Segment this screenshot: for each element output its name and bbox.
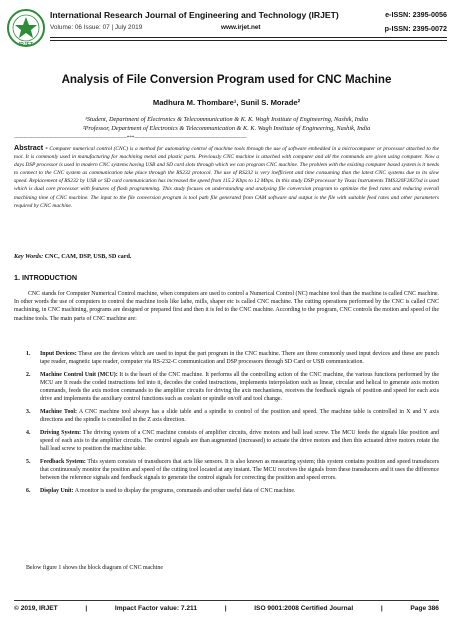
list-item [26,408,439,424]
separator: ---------------------------------------------------------------------***--------------------------------------------------------------------- [14,135,247,141]
item-term: Machine Tool: [40,409,77,415]
item-text: This system consists of transducers that acts like sensors. It is also known as measuring system; this system contains position and speed transducers that continuously monitor the position and speed of the cutting tool located at any instant. The MCU receives the signals from these transducers and it uses the difference between the reference signals and feedback signals to generate the control signals for correcting the position and speed errors. [40,458,440,482]
footer-copyright: © 2019, IRJET [14,605,58,612]
section-heading: 1. INTRODUCTION [14,273,78,282]
e-issn: e-ISSN: 2395-0056 [385,10,447,19]
item-number: 6. [26,487,31,494]
figure-reference: Below figure 1 shows the block diagram of CNC machine [26,565,163,571]
item-term: Feedback System: [40,458,86,465]
list-item [26,350,439,366]
item-text: It is the heart of the CNC machine. It performs all the controlling action of the CNC machine, the various functions performed by the MCU are It reads the coded instructions fed into it, decodes the coded instructions, implements interpolation such as linear, circular and helical to generate axis motion commands, feeds the axis motion commands to the amplifier circuits for driving the axis mechanisms, receives the feedback signals of position and speed for each axis drive and implements the auxiliary control functions such as coolant or spindle on/off and tool change. [40,371,440,403]
irjet-logo [6,8,46,48]
p-issn: p-ISSN: 2395-0072 [384,24,447,33]
list-item [26,458,439,483]
item-term: Display Unit: [40,487,74,494]
footer-iso: ISO 9001:2008 Certified Journal [254,605,354,612]
header-rule-thin [50,40,447,41]
footer-rule [14,600,439,601]
footer-separator: | [224,605,227,612]
item-number: 1. [26,351,31,357]
item-number: 5. [26,458,31,465]
abstract-text: Computer numerical control (CNC) is a method for automating control of machine tools through the use of software embedded in a microcomputer or processor attached to the tool. It is commonly used in manufacturing for machining metal and plastic parts. Previously CNC machine is attached with computer and all the commands are given using computer. Now a days DSP processor is used in modern CNC systems having USB and SD card slots through which we can program CNC machine. The problem with the existing computer based system is it needs to connect to the CNC system as communication take place through the RS232 protocol. The use of RS232 is very inefficient and time consuming than the latest CNC systems due to its slow speed. Replacement of RS232 by USB or SD card communication has increased the speed from 115.2 Kbps to 12 Mbps. In this study DSP processor by Texas Instruments TMS320F2837xd is used which is dual core processor with features of flash programming. This study focuses on understanding and analysing file conversion program to optimize the feed rates and reducing overall machining time of CNC machine. The input to the file conversion program is tool path file generated from CAM software and output is the file with suitable feed rates and other parameters required by CNC machine. [14,146,439,209]
list-item [26,371,439,404]
journal-title: International Research Journal of Engineering and Technology (IRJET) [50,10,339,20]
keywords-label: Key Words: [14,253,44,260]
item-term: Machine Control Unit (MCU): [40,371,118,378]
item-term: Input Devices: [40,351,77,357]
parts-list [26,350,439,499]
list-item [26,487,439,495]
footer-impact-factor: Impact Factor value: 7.211 [114,605,198,612]
affiliation-1: ¹Student, Department of Electronics & Telecommunication & K. K. Wagh Institute of Engineering, Nashik, India [85,116,368,123]
item-term: Driving System: [40,429,82,436]
keywords [14,253,131,260]
footer-page-number: Page 386 [410,605,439,612]
header-rule [50,37,447,38]
abstract [14,144,439,210]
item-number: 2. [26,371,31,378]
intro-paragraph: CNC stands for Computer Numerical Control machine, when computers are used to control a Numerical Control (NC) machine tool than the machine is called CNC machine. In other words the use of computers to control the machine tools like lathe, mills, shaper etc is called CNC machine. The cutting operations performed by the CNC is called CNC machining, in CNC machining, programs are designed or prepared first and then it is fed to the CNC machine. According to the program, CNC controls the motion and speed of the machine tools. The main parts of CNC machine are: [14,291,439,322]
svg-text:IRJET: IRJET [18,42,34,48]
item-number: 4. [26,429,31,436]
item-text: A monitor is used to display the programs, commands and other useful data of CNC machine. [73,487,296,494]
journal-header [6,8,447,48]
affiliation-2: ²Professor, Department of Electronics & Telecommunication & K. K. Wagh Institute of Engineering, Nashik, India [82,125,371,132]
item-text: A CNC machine tool always has a slide table and a spindle to control of the position and speed. The machine table is controlled in X and Y axis directions and the spindle is controlled in the Z axis direction. [40,409,439,424]
page-footer [14,605,439,612]
keywords-text: CNC, CAM, DSP, USB, SD card. [43,253,132,260]
item-text: These are the devices which are used to input the part program in the CNC machine. There are three commonly used input devices and these are punch tape reader, magnetic tape reader, computer via RS-232-C communication and DSP processors through SD Card or USB communication. [40,351,439,366]
item-number: 3. [26,409,31,415]
abstract-label: Abstract - [14,143,48,152]
volume-issue: Volume: 06 Issue: 07 | July 2019 [50,24,143,31]
footer-separator: | [85,605,88,612]
item-text: The driving system of a CNC machine consists of amplifier circuits, drive motors and ball lead screw. The MCU feeds the signals like position and speed of each axis to the amplifier circuits. The control signals are than augmented (increased) to actuate the drive motors and then this actuated drive motors rotate the ball lead screw to position the machine table. [40,429,439,453]
list-item [26,429,439,454]
footer-separator: | [380,605,383,612]
paper-title: Analysis of File Conversion Program used for CNC Machine [61,73,392,86]
paper-authors: Madhura M. Thombare¹, Sunil S. Morade² [152,98,301,107]
journal-website[interactable]: www.irjet.net [221,24,261,31]
